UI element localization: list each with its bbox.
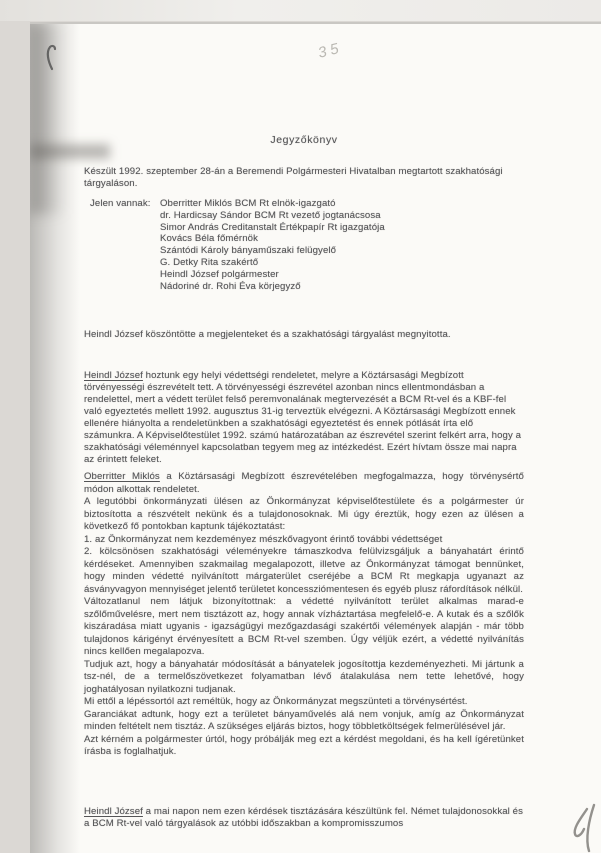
statement-oberritter [84, 471, 524, 759]
attendee-item: Kovács Béla főmérnök [160, 233, 258, 245]
statement-paragraph: 2. kölcsönösen szakhatósági véleményekre támaszkodva felülvizsgáljuk a bányahatárt érintő kérdéseket. Amennyiben szakmailag megalapozott, illetve az Önkormányzat támogat bennünket, hogy minden védetté nyilvánított márgaterület cseréjébe a BCM Rt megkapja ugyanazt az ásványvagyon mennyiséget jelentő területet koncessziómentesen és egyéb plusz ráfordítások nélkül. [84, 546, 524, 595]
statement-paragraph: Garanciákat adtunk, hogy ezt a területet bányaművelés alá nem vonjuk, amíg az Önkormányzat minden feltételt nem tisztáz. A szükséges eljárás biztos, hogy többletköltségek felmerülésével jár. [84, 708, 524, 732]
attendee-item: Nádoriné dr. Rohi Éva körjegyző [160, 280, 301, 292]
statement-heindl-1 [84, 370, 524, 466]
handwritten-page-number: 35 [316, 39, 345, 62]
statement-text: hoztunk egy helyi védettségi rendeletet, melyre a Köztársasági Megbízott törvényességi észrevételt tett. A törvényességi észrevétel azonban nincs ellentmondásban a rendelettel, mert a védett terület felső peremvonalának megtervezését a BCM Rt-vel és a KBF-fel való egyeztetés mellett 1992. augusztus 31-ig terveztük elvégezni. A Köztársasági Megbízott ennek ellenére hiányolta a rendeletünkben a szakhatósági egyeztetést és ennek pótlását írta elő számunkra. A Képviselőtestület 1992. számú határozatában az észrevétel szerint felkért arra, hogy a szakhatósági véleménnyel kapcsolatban tegyem meg az intézkedést. Ezért hívtam össze mai napra az érintett feleket. [84, 369, 522, 465]
statement-lead [84, 471, 524, 496]
statement-text: a Köztársasági Megbízott észrevételében megfogalmazza, hogy törvénysértő módon alkottak rendeletet. [84, 471, 524, 495]
document-title: Jegyzőkönyv [270, 134, 338, 146]
attendee-item: dr. Hardicsay Sándor BCM Rt vezető jogtanácsosa [160, 209, 381, 221]
statement-paragraph: Változatlanul nem látjuk bizonyítottnak: a védetté nyilvánított terület alkalmas marad-e szőlőművelésre, mert nem tisztázott az, hogy annak vízháztartása megfelelő-e. A kutak és a szőlők kiszáradása miatt ugyanis - igazságügyi mezőgazdasági szakértői vélemények alapján - már több tulajdonos kárigényt érvényesített a BCM Rt-vel szemben. Úgy véljük ezért, a védetté nyilvánítás nincs kellően megalapozva. [84, 596, 524, 657]
statement-heindl-2 [84, 806, 524, 830]
scan-smudge [30, 144, 110, 159]
attendee-item: Simor András Creditanstalt Értékpapír Rt igazgatója [160, 221, 385, 233]
scanner-top-strip [0, 0, 601, 21]
opening-line: Heindl József köszöntötte a megjelenteket és a szakhatósági tárgyalást megnyitotta. [84, 328, 451, 340]
speaker-name: Oberritter Miklós [84, 471, 160, 482]
statement-text: a mai napon nem ezen kérdések tisztázására készültünk fel. Német tulajdonosokkal és a BCM Rt-vel való tárgyalások az utóbbi időszakban a kompromisszumos [84, 805, 523, 829]
intro-paragraph: Készült 1992. szeptember 28-án a Beremendi Polgármesteri Hivatalban megtartott szakhatósági tárgyaláson. [84, 165, 503, 189]
attendee-item: Heindl József polgármester [160, 268, 279, 280]
attendee-item: Oberritter Miklós BCM Rt elnök-igazgató [160, 198, 336, 209]
attendees-section [90, 198, 530, 292]
statement-paragraph: Mi ettől a lépéssortól azt reméltük, hogy az Önkormányzat megszünteti a törvénysértést. [84, 696, 468, 707]
handwritten-squiggle-icon [561, 803, 601, 853]
statement-paragraph: Azt kérném a polgármester úrtól, hogy próbálják meg ezt a kérdést megoldani, és ha kell ígéretünket írásba is foglalhatjuk. [84, 733, 524, 757]
attendees-label: Jelen vannak: [90, 198, 151, 209]
speaker-name: Heindl József [84, 369, 143, 381]
scan-left-edge-shadow [30, 24, 80, 853]
statement-paragraph: Tudjuk azt, hogy a bányahatár módosítását a bányatelek jogosítottja kezdeményezheti. Mi jártunk a tsz-nél, de a termelőszövetkezet folyamatban lévő átalakulása nem tette lehetővé, hogy joghatályosan nyilatkozni tudjanak. [84, 658, 524, 695]
speaker-name: Heindl József [84, 805, 143, 817]
document-page [30, 22, 601, 853]
statement-paragraph: A legutóbbi önkormányzati ülésen az Önkormányzat képviselőtestülete és a polgármester úr biztosította a részvételt nekünk és a tulajdonosoknak. Mi úgy éreztük, hogy ezen az ülésen a következő fő pontokban kaptunk tájékoztatást: [84, 496, 524, 532]
attendee-item: G. Detky Rita szakértő [160, 256, 259, 268]
attendees-list [160, 198, 530, 292]
statement-paragraph: 1. az Önkormányzat nem kezdeményez mészkővagyont érintő további védettséget [84, 533, 443, 545]
attendee-item: Szántódi Károly bányaműszaki felügyelő [160, 245, 337, 257]
pen-hook-mark-icon [42, 44, 62, 72]
